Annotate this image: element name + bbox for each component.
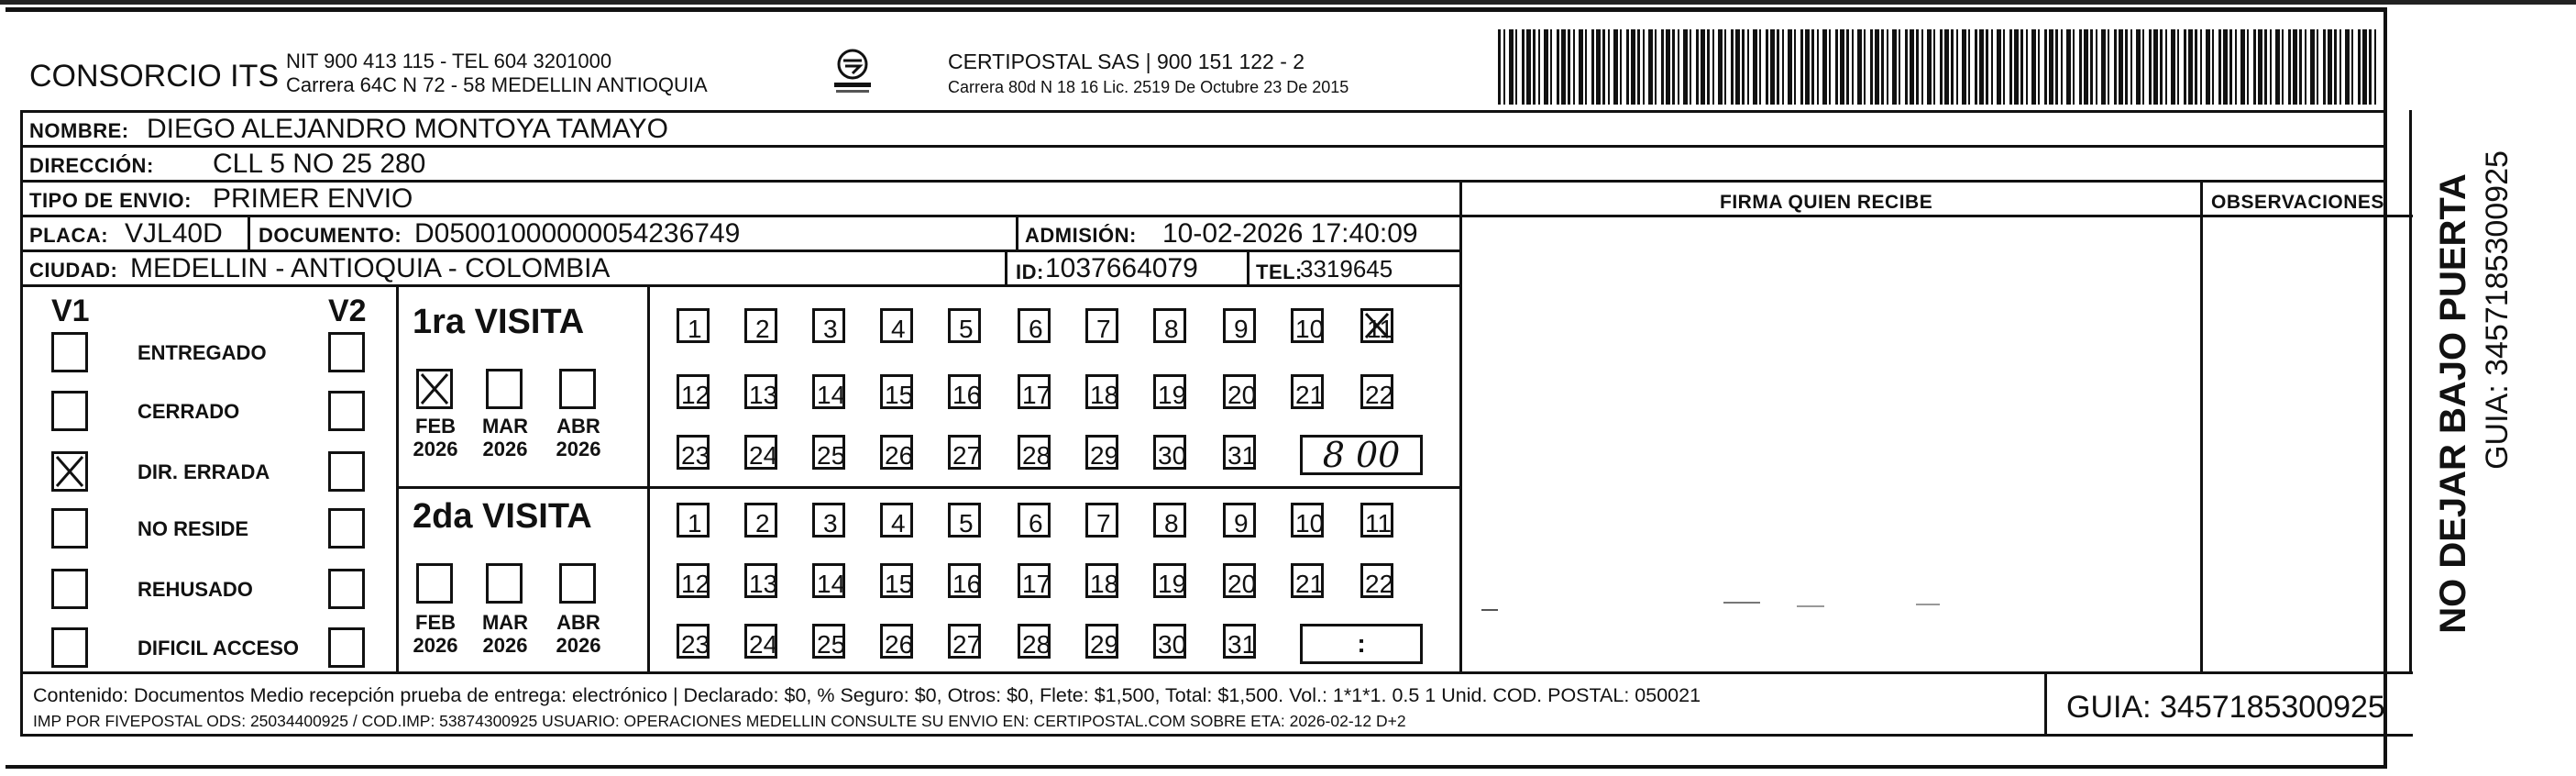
day-checkbox[interactable] bbox=[1018, 624, 1051, 659]
row-divider bbox=[20, 145, 2387, 148]
day-number: 24 bbox=[749, 630, 778, 659]
v1-checkbox[interactable] bbox=[51, 627, 88, 668]
day-checkbox[interactable] bbox=[812, 308, 845, 343]
visit-days-divider bbox=[647, 284, 650, 671]
side-guia: GUIA: 3457185300925 bbox=[2480, 150, 2515, 470]
day-number: 7 bbox=[1096, 315, 1111, 343]
carrier-license: Carrera 80d N 18 16 Lic. 2519 De Octubre 23 De 2015 bbox=[948, 78, 1349, 96]
status-option-label: DIFICIL ACCESO bbox=[138, 637, 300, 660]
day-number: 18 bbox=[1090, 381, 1119, 409]
day-checkbox[interactable] bbox=[1018, 308, 1051, 343]
second-visit-label: 2da VISITA bbox=[413, 497, 592, 536]
day-checkbox[interactable] bbox=[744, 435, 777, 470]
day-number: 4 bbox=[891, 509, 906, 538]
sender-name: CONSORCIO ITS bbox=[29, 59, 280, 94]
day-number: 11 bbox=[1367, 315, 1394, 343]
day-checkbox[interactable] bbox=[1085, 435, 1118, 470]
day-checkbox[interactable] bbox=[1223, 308, 1256, 343]
day-number: 13 bbox=[749, 381, 778, 409]
firma-label: FIRMA QUIEN RECIBE bbox=[1720, 192, 1933, 213]
observaciones-column-divider bbox=[2200, 180, 2203, 671]
day-number: 3 bbox=[823, 509, 838, 538]
v2-label: V2 bbox=[328, 294, 367, 328]
day-number: 21 bbox=[1295, 381, 1325, 409]
v2-checkbox[interactable] bbox=[328, 391, 365, 431]
day-number: 14 bbox=[817, 381, 846, 409]
tipo-envio-value: PRIMER ENVIO bbox=[213, 183, 413, 214]
day-checkbox[interactable] bbox=[948, 503, 981, 538]
status-option-label: REHUSADO bbox=[138, 578, 253, 601]
scan-mark bbox=[1916, 604, 1940, 605]
day-number: 30 bbox=[1158, 441, 1187, 470]
day-checkbox[interactable] bbox=[812, 435, 845, 470]
day-number: 22 bbox=[1365, 381, 1394, 409]
day-checkbox[interactable] bbox=[1153, 624, 1186, 659]
day-number: 17 bbox=[1022, 570, 1051, 598]
month-label: ABR 2026 bbox=[556, 415, 601, 461]
day-checkbox[interactable] bbox=[948, 563, 981, 598]
month-label: MAR 2026 bbox=[481, 611, 529, 658]
day-checkbox[interactable] bbox=[1223, 624, 1256, 659]
top-edge-line bbox=[0, 0, 2576, 5]
month-label: FEB 2026 bbox=[413, 611, 458, 658]
v2-checkbox[interactable] bbox=[328, 451, 365, 492]
day-checkbox[interactable] bbox=[880, 563, 913, 598]
day-number: 23 bbox=[681, 630, 710, 659]
month-checkbox[interactable] bbox=[416, 369, 453, 409]
day-checkbox[interactable] bbox=[948, 308, 981, 343]
day-number: 2 bbox=[755, 315, 770, 343]
status-option-label: ENTREGADO bbox=[138, 341, 267, 364]
certipostal-logo bbox=[825, 44, 880, 99]
day-checkbox[interactable] bbox=[1223, 435, 1256, 470]
day-checkbox[interactable] bbox=[1291, 374, 1324, 409]
day-checkbox[interactable] bbox=[1291, 563, 1324, 598]
header-divider bbox=[20, 110, 2387, 113]
day-number: 21 bbox=[1295, 570, 1325, 598]
day-number: 20 bbox=[1227, 381, 1257, 409]
visit-split-divider bbox=[396, 486, 1459, 489]
day-number: 1 bbox=[688, 315, 702, 343]
v1-checkbox[interactable] bbox=[51, 451, 88, 492]
day-checkbox[interactable] bbox=[677, 563, 710, 598]
day-number: 16 bbox=[952, 570, 982, 598]
day-checkbox[interactable] bbox=[812, 503, 845, 538]
status-option-label: CERRADO bbox=[138, 400, 240, 423]
cell-divider bbox=[1016, 215, 1018, 249]
day-checkbox[interactable] bbox=[1360, 503, 1393, 538]
day-number: 6 bbox=[1029, 315, 1043, 343]
day-number: 9 bbox=[1234, 509, 1249, 538]
day-number: 10 bbox=[1295, 315, 1325, 343]
day-number: 7 bbox=[1096, 509, 1111, 538]
observaciones-label: OBSERVACIONES bbox=[2211, 192, 2384, 213]
day-checkbox[interactable] bbox=[880, 308, 913, 343]
documento-label: DOCUMENTO: bbox=[259, 224, 402, 247]
day-number: 8 bbox=[1164, 315, 1179, 343]
day-checkbox[interactable] bbox=[1360, 308, 1393, 343]
day-number: 31 bbox=[1227, 441, 1257, 470]
tel-label: TEL: bbox=[1256, 261, 1303, 283]
day-number: 5 bbox=[959, 315, 974, 343]
day-checkbox[interactable] bbox=[677, 503, 710, 538]
v1-checkbox[interactable] bbox=[51, 391, 88, 431]
day-number: 24 bbox=[749, 441, 778, 470]
footer-guia-divider bbox=[2044, 671, 2047, 734]
day-checkbox[interactable] bbox=[1360, 563, 1393, 598]
v1-checkbox[interactable] bbox=[51, 508, 88, 549]
day-checkbox[interactable] bbox=[1085, 308, 1118, 343]
day-checkbox[interactable] bbox=[948, 624, 981, 659]
ciudad-label: CIUDAD: bbox=[29, 259, 118, 282]
left-border bbox=[20, 110, 23, 734]
day-number: 14 bbox=[817, 570, 846, 598]
day-checkbox[interactable] bbox=[744, 563, 777, 598]
day-checkbox[interactable] bbox=[744, 624, 777, 659]
day-checkbox[interactable] bbox=[1223, 374, 1256, 409]
day-number: 5 bbox=[959, 509, 974, 538]
day-checkbox[interactable] bbox=[1018, 503, 1051, 538]
month-label: MAR 2026 bbox=[481, 415, 529, 461]
day-checkbox[interactable] bbox=[1153, 435, 1186, 470]
day-checkbox[interactable] bbox=[744, 374, 777, 409]
day-checkbox[interactable] bbox=[677, 624, 710, 659]
day-checkbox[interactable] bbox=[1018, 563, 1051, 598]
day-number: 22 bbox=[1365, 570, 1394, 598]
day-checkbox[interactable] bbox=[1291, 308, 1324, 343]
day-checkbox[interactable] bbox=[1360, 374, 1393, 409]
day-number: 10 bbox=[1295, 509, 1325, 538]
id-value: 1037664079 bbox=[1045, 253, 1198, 283]
footer-contenido: Contenido: Documentos Medio recepción prueba de entrega: electrónico | Declarado: $0, % Seguro: $0, Otros: $0, Flete: $1,500, Total: $1,500. Vol.: 1*1*1. 0.5 1 Unid. COD. POSTAL: 050021 bbox=[33, 684, 1701, 706]
cell-divider bbox=[1005, 249, 1007, 284]
first-visit-time[interactable]: 8 00 bbox=[1300, 435, 1423, 475]
day-number: 2 bbox=[755, 509, 770, 538]
day-number: 8 bbox=[1164, 509, 1179, 538]
day-number: 26 bbox=[885, 630, 914, 659]
day-checkbox[interactable] bbox=[1223, 563, 1256, 598]
day-number: 11 bbox=[1365, 509, 1393, 538]
sender-address: Carrera 64C N 72 - 58 MEDELLIN ANTIOQUIA bbox=[286, 73, 708, 96]
no-dejar-warning: NO DEJAR BAJO PUERTA bbox=[2433, 173, 2473, 634]
day-checkbox[interactable] bbox=[948, 374, 981, 409]
v1-label: V1 bbox=[51, 294, 90, 328]
day-number: 19 bbox=[1158, 570, 1187, 598]
placa-label: PLACA: bbox=[29, 224, 109, 247]
day-number: 18 bbox=[1090, 570, 1119, 598]
day-number: 25 bbox=[817, 630, 846, 659]
day-checkbox[interactable] bbox=[948, 435, 981, 470]
id-label: ID: bbox=[1016, 261, 1044, 283]
scan-mark bbox=[1797, 605, 1824, 607]
day-checkbox[interactable] bbox=[812, 624, 845, 659]
row-divider bbox=[20, 215, 1459, 217]
documento-value: D05001000000054236749 bbox=[414, 218, 741, 249]
admision-value: 10-02-2026 17:40:09 bbox=[1162, 218, 1418, 249]
day-number: 27 bbox=[952, 441, 982, 470]
day-checkbox[interactable] bbox=[1085, 503, 1118, 538]
day-checkbox[interactable] bbox=[1085, 374, 1118, 409]
day-number: 17 bbox=[1022, 381, 1051, 409]
first-visit-label: 1ra VISITA bbox=[413, 303, 585, 341]
day-checkbox[interactable] bbox=[1291, 503, 1324, 538]
second-visit-time[interactable]: : bbox=[1300, 624, 1423, 664]
day-checkbox[interactable] bbox=[1153, 563, 1186, 598]
day-checkbox[interactable] bbox=[1153, 308, 1186, 343]
scan-mark bbox=[1481, 609, 1498, 611]
day-checkbox[interactable] bbox=[1018, 374, 1051, 409]
day-number: 20 bbox=[1227, 570, 1257, 598]
day-checkbox[interactable] bbox=[1153, 503, 1186, 538]
day-number: 3 bbox=[823, 315, 838, 343]
day-checkbox[interactable] bbox=[880, 503, 913, 538]
month-label: ABR 2026 bbox=[556, 611, 601, 658]
day-number: 31 bbox=[1227, 630, 1257, 659]
day-checkbox[interactable] bbox=[1018, 435, 1051, 470]
nombre-label: NOMBRE: bbox=[29, 119, 129, 142]
row-divider bbox=[20, 180, 2387, 183]
row-divider bbox=[20, 284, 1459, 287]
barcode bbox=[1498, 29, 2380, 105]
month-label: FEB 2026 bbox=[413, 415, 458, 461]
day-number: 19 bbox=[1158, 381, 1187, 409]
row-divider bbox=[20, 249, 1459, 252]
day-number: 16 bbox=[952, 381, 982, 409]
v2-checkbox[interactable] bbox=[328, 332, 365, 372]
day-checkbox[interactable] bbox=[880, 435, 913, 470]
placa-value: VJL40D bbox=[125, 218, 223, 249]
day-number: 27 bbox=[952, 630, 982, 659]
status-visit-divider bbox=[396, 284, 399, 671]
day-number: 1 bbox=[688, 509, 702, 538]
day-number: 25 bbox=[817, 441, 846, 470]
day-number: 15 bbox=[885, 381, 914, 409]
carrier-name: CERTIPOSTAL SAS | 900 151 122 - 2 bbox=[948, 50, 1305, 73]
v2-checkbox[interactable] bbox=[328, 508, 365, 549]
status-option-label: DIR. ERRADA bbox=[138, 460, 270, 483]
day-checkbox[interactable] bbox=[1085, 563, 1118, 598]
day-number: 29 bbox=[1090, 441, 1119, 470]
day-checkbox[interactable] bbox=[812, 374, 845, 409]
v2-checkbox[interactable] bbox=[328, 569, 365, 609]
month-checkbox[interactable] bbox=[559, 369, 596, 409]
v2-checkbox[interactable] bbox=[328, 627, 365, 668]
bottom-border bbox=[20, 734, 2413, 737]
scan-mark bbox=[1723, 602, 1760, 604]
signature-header-divider bbox=[1459, 215, 2413, 217]
day-number: 6 bbox=[1029, 509, 1043, 538]
month-checkbox[interactable] bbox=[486, 563, 523, 604]
day-number: 9 bbox=[1234, 315, 1249, 343]
footer-divider bbox=[20, 671, 2413, 674]
cell-divider bbox=[248, 215, 250, 249]
day-checkbox[interactable] bbox=[677, 374, 710, 409]
day-checkbox[interactable] bbox=[1153, 374, 1186, 409]
day-checkbox[interactable] bbox=[880, 624, 913, 659]
day-number: 29 bbox=[1090, 630, 1119, 659]
day-number: 28 bbox=[1022, 441, 1051, 470]
day-number: 13 bbox=[749, 570, 778, 598]
day-checkbox[interactable] bbox=[677, 435, 710, 470]
admision-label: ADMISIÓN: bbox=[1025, 224, 1137, 247]
tel-value: 3319645 bbox=[1300, 255, 1393, 283]
status-option-label: NO RESIDE bbox=[138, 517, 249, 540]
sender-nit: NIT 900 413 115 - TEL 604 3201000 bbox=[286, 50, 612, 72]
day-number: 26 bbox=[885, 441, 914, 470]
day-number: 4 bbox=[891, 315, 906, 343]
day-number: 12 bbox=[681, 381, 710, 409]
day-checkbox[interactable] bbox=[1085, 624, 1118, 659]
cell-divider bbox=[1247, 249, 1249, 284]
right-inner-border bbox=[2409, 110, 2412, 671]
day-number: 12 bbox=[681, 570, 710, 598]
day-checkbox[interactable] bbox=[677, 308, 710, 343]
month-checkbox[interactable] bbox=[416, 563, 453, 604]
month-checkbox[interactable] bbox=[559, 563, 596, 604]
day-checkbox[interactable] bbox=[1223, 503, 1256, 538]
day-number: 15 bbox=[885, 570, 914, 598]
signature-column-divider bbox=[1459, 180, 1462, 671]
month-checkbox[interactable] bbox=[486, 369, 523, 409]
footer-impresion: IMP POR FIVEPOSTAL ODS: 25034400925 / COD.IMP: 53874300925 USUARIO: OPERACIONES MEDELLIN CONSULTE SU ENVIO EN: CERTIPOSTAL.COM SOBRE ETA: 2026-02-12 D+2 bbox=[33, 712, 1406, 730]
v1-checkbox[interactable] bbox=[51, 569, 88, 609]
direccion-value: CLL 5 NO 25 280 bbox=[213, 149, 426, 179]
day-checkbox[interactable] bbox=[812, 563, 845, 598]
ciudad-value: MEDELLIN - ANTIOQUIA - COLOMBIA bbox=[130, 253, 611, 283]
day-number: 30 bbox=[1158, 630, 1187, 659]
v1-checkbox[interactable] bbox=[51, 332, 88, 372]
footer-guia: GUIA: 3457185300925 bbox=[2066, 690, 2385, 725]
day-number: 23 bbox=[681, 441, 710, 470]
day-checkbox[interactable] bbox=[744, 308, 777, 343]
nombre-value: DIEGO ALEJANDRO MONTOYA TAMAYO bbox=[147, 114, 669, 144]
direccion-label: DIRECCIÓN: bbox=[29, 154, 154, 177]
day-checkbox[interactable] bbox=[880, 374, 913, 409]
day-number: 28 bbox=[1022, 630, 1051, 659]
day-checkbox[interactable] bbox=[744, 503, 777, 538]
tipo-envio-label: TIPO DE ENVIO: bbox=[29, 189, 192, 212]
